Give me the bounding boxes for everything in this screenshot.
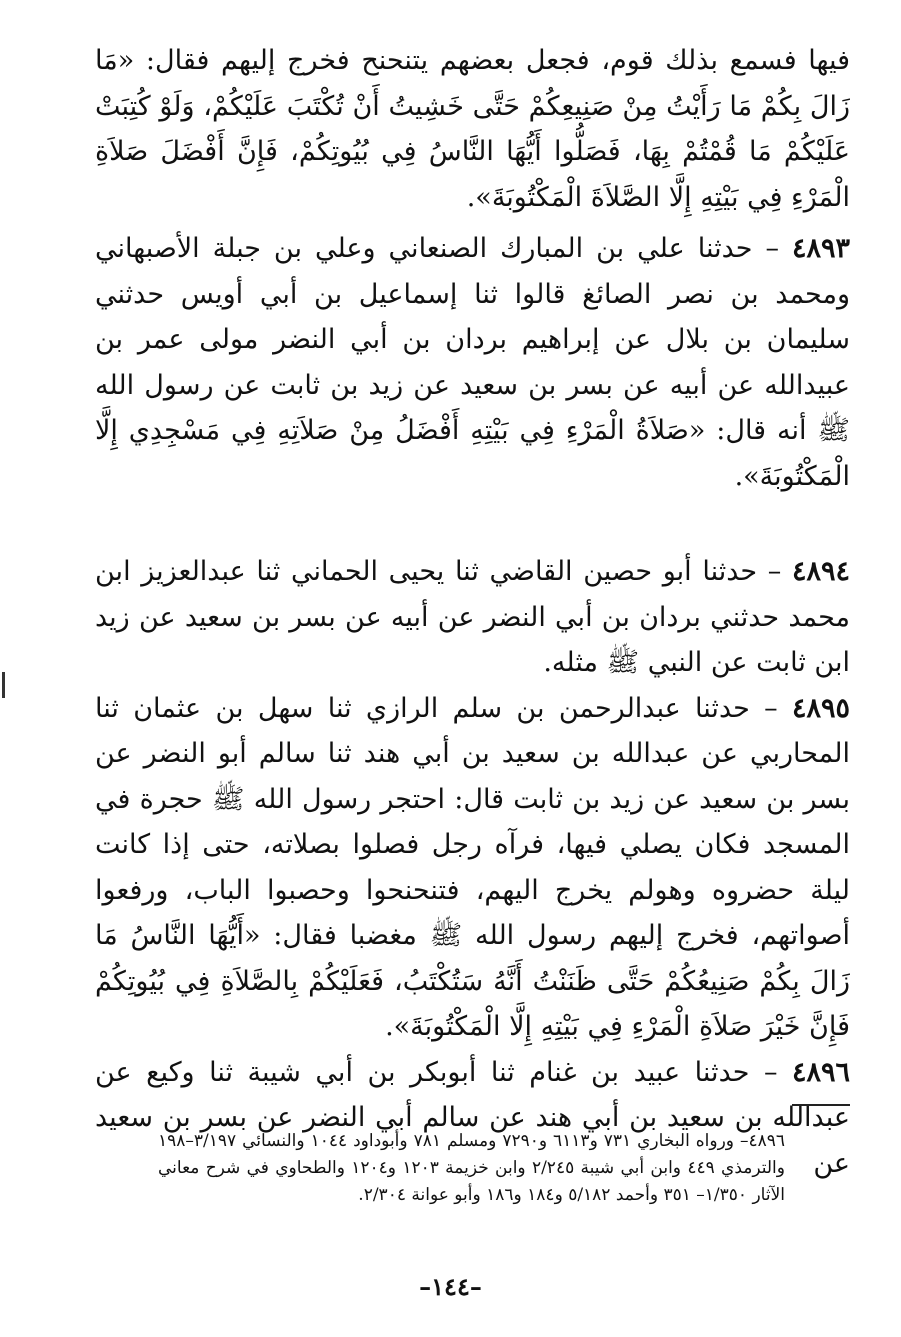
scan-edge-mark [2,672,5,698]
page-body [95,38,850,1186]
paragraph-text: فيها فسمع بذلك قوم، فجعل بعضهم يتنحنح فخرج إليهم فقال: «مَا زَالَ بِكُمْ مَا رَأَيْتُ مِنْ صَنِيعِكُمْ حَتَّى خَشِيتُ أَنْ تُكْتَبَ عَلَيْكُمْ، وَلَوْ كُتِبَتْ عَلَيْكُمْ مَا قُمْتُمْ بِهَا، فَصَلُّوا أَيُّهَا النَّاسُ فِي بُيُوتِكُمْ، فَإِنَّ أَفْضَلَ صَلاَةِ الْمَرْءِ فِي بَيْتِهِ إِلَّا الصَّلاَةَ الْمَكْتُوبَةَ». [95,45,850,213]
hadith-number: ٤٨٩٣ [791,233,850,264]
hadith-4895 [95,686,850,1050]
paragraph-continuation [95,38,850,220]
hadith-text: – حدثنا عبدالرحمن بن سلم الرازي ثنا سهل بن عثمان ثنا المحاربي عن عبدالله بن سعيد بن أبي هند ثنا سالم أبو النضر عن بسر بن سعيد عن زيد بن ثابت قال: احتجر رسول الله ﷺ حجرة في المسجد فكان يصلي فيها، فرآه رجل فصلوا بصلاته، حتى إذا كانت ليلة حضروه وهولم يخرج اليهم، فتنحنحوا وحصبوا الباب، ورفعوا أصواتهم، فخرج إليهم رسول الله ﷺ مغضبا فقال: «أَيُّهَا النَّاسُ مَا زَالَ بِكُمْ صَنِيعُكُمْ حَتَّى ظَنَنْتُ أَنَّهُ سَتُكْتَبُ، فَعَلَيْكُمْ بِالصَّلاَةِ فِي بُيُوتِكُمْ فَإِنَّ خَيْرَ صَلاَةِ الْمَرْءِ فِي بَيْتِهِ إِلَّا الْمَكْتُوبَةَ». [95,692,850,1042]
hadith-text: – حدثنا أبو حصين القاضي ثنا يحيى الحماني ثنا عبدالعزيز ابن محمد حدثني بردان بن أبي النضر عن أبيه عن بسر بن سعيد عن زيد ابن ثابت عن النبي ﷺ مثله. [95,556,850,678]
footnote-4896: ٤٨٩٦– ورواه البخاري ٧٣١ و٦١١٣ و٧٢٩٠ ومسلم ٧٨١ وأبوداود ١٠٤٤ والنسائي ٣/١٩٧–١٩٨ والترمذي ٤٤٩ وابن أبي شيبة ٢/٢٤٥ وابن خزيمة ١٢٠٣ و١٢٠٤ والطحاوي في شرح معاني الآثار ١/٣٥٠– ٣٥١ وأحمد ٥/١٨٢ و١٨٤ و١٨٦ وأبو عوانة ٢/٣٠٤. [158,1131,786,1205]
hadith-number: ٤٨٩٥ [791,692,850,724]
hadith-4894 [95,549,850,686]
hadith-number: ٤٨٩٤ [791,556,850,587]
hadith-text: – حدثنا عبيد بن غنام ثنا أبوبكر بن أبي شيبة ثنا وكيع عن عبدالله بن سعيد بن أبي هند عن سالم أبي النضر عن بسر بن سعيد عن [95,1056,850,1179]
footnotes [158,1128,785,1209]
footnote-separator [792,1104,850,1106]
page-number: –١٤٤– [419,1272,482,1301]
spacer [95,499,850,549]
hadith-number: ٤٨٩٦ [792,1056,851,1088]
hadith-text: – حدثنا علي بن المبارك الصنعاني وعلي بن جبلة الأصبهاني ومحمد بن نصر الصائغ قالوا ثنا إسماعيل بن أبي أويس حدثني سليمان بن بلال عن إبراهيم بردان بن أبي النضر مولى عمر بن عبيدالله عن أبيه عن بسر بن سعيد عن زيد بن ثابت عن رسول الله ﷺ أنه قال: «صَلاَةُ الْمَرْءِ فِي بَيْتِهِ أَفْضَلُ مِنْ صَلاَتِهِ فِي مَسْجِدِي إِلَّا الْمَكْتُوبَةَ». [95,233,850,492]
hadith-4893 [95,226,850,499]
